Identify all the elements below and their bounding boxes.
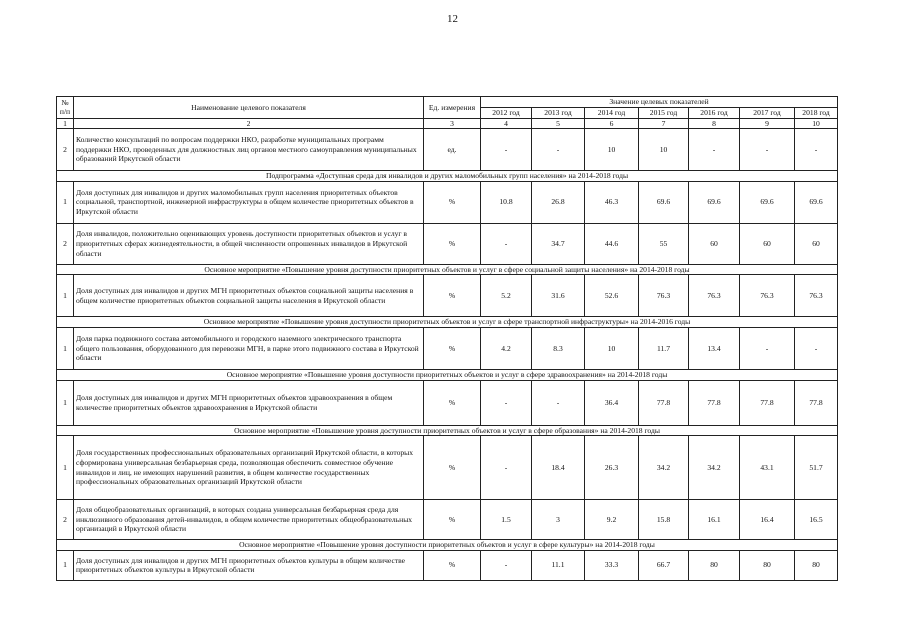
table-row: [57, 275, 838, 317]
column-number: 9: [740, 118, 795, 129]
value-cell: 55: [639, 223, 689, 264]
value-cell: 77.8: [639, 380, 689, 425]
header-num: № п/п: [57, 97, 74, 119]
value-cell: -: [532, 380, 585, 425]
unit-cell: ед.: [424, 129, 481, 171]
value-cell: -: [740, 129, 795, 171]
unit-cell: %: [424, 550, 481, 580]
unit-cell: %: [424, 275, 481, 317]
value-cell: -: [532, 129, 585, 171]
table-row: [57, 327, 838, 369]
value-cell: 43.1: [740, 436, 795, 500]
column-number: 5: [532, 118, 585, 129]
row-number: 1: [57, 181, 74, 223]
column-number: 7: [639, 118, 689, 129]
value-cell: 34.2: [639, 436, 689, 500]
value-cell: 60: [689, 223, 740, 264]
section-title: Основное мероприятие «Повышение уровня доступности приоритетных объектов и услуг в сфере транспортной инфраструктуры» на 2014-2016 годы: [57, 317, 838, 328]
table-body: [57, 129, 838, 581]
value-cell: 77.8: [795, 380, 838, 425]
column-number-row: [57, 118, 838, 129]
value-cell: 10: [585, 327, 639, 369]
value-cell: 36.4: [585, 380, 639, 425]
page-number: 12: [447, 13, 458, 25]
value-cell: 10: [585, 129, 639, 171]
value-cell: 26.3: [585, 436, 639, 500]
section-title: Основное мероприятие «Повышение уровня доступности приоритетных объектов и услуг в сфере культуры» на 2014-2018 годы: [57, 540, 838, 551]
value-cell: 31.6: [532, 275, 585, 317]
column-number: 10: [795, 118, 838, 129]
value-cell: 76.3: [740, 275, 795, 317]
section-row: [57, 425, 838, 436]
indicator-name: Количество консультаций по вопросам поддержки НКО, разработке муниципальных программ поддержки НКО, проведенных для должностных лиц органов местного самоуправления муниципальных образований Иркутской области: [74, 129, 424, 171]
unit-cell: %: [424, 380, 481, 425]
header-year: 2013 год: [532, 108, 585, 119]
value-cell: 11.7: [639, 327, 689, 369]
value-cell: 44.6: [585, 223, 639, 264]
header-values-group: Значение целевых показателей: [481, 97, 838, 108]
value-cell: 60: [740, 223, 795, 264]
header-year: 2018 год: [795, 108, 838, 119]
target-indicators-table: [56, 96, 838, 581]
value-cell: 16.5: [795, 500, 838, 540]
value-cell: -: [795, 129, 838, 171]
value-cell: 69.6: [795, 181, 838, 223]
row-number: 2: [57, 500, 74, 540]
header-year: 2015 год: [639, 108, 689, 119]
value-cell: 11.1: [532, 550, 585, 580]
value-cell: 69.6: [740, 181, 795, 223]
table-row: [57, 550, 838, 580]
column-number: 1: [57, 118, 74, 129]
unit-cell: %: [424, 436, 481, 500]
value-cell: 80: [795, 550, 838, 580]
value-cell: 4.2: [481, 327, 532, 369]
value-cell: -: [481, 129, 532, 171]
table-row: [57, 223, 838, 264]
value-cell: 60: [795, 223, 838, 264]
column-number: 6: [585, 118, 639, 129]
value-cell: -: [689, 129, 740, 171]
table-row: [57, 436, 838, 500]
value-cell: 51.7: [795, 436, 838, 500]
section-row: [57, 540, 838, 551]
section-row: [57, 264, 838, 275]
value-cell: 16.4: [740, 500, 795, 540]
indicator-name: Доля доступных для инвалидов и других МГН приоритетных объектов социальной защиты населения в общем количестве приоритетных объектов социальной защиты населения в Иркутской области: [74, 275, 424, 317]
section-title: Подпрограмма «Доступная среда для инвалидов и других маломобильных групп населения» на 2014-2018 годы: [57, 171, 838, 182]
indicator-name: Доля государственных профессиональных образовательных организаций Иркутской области, в которых сформирована универсальная безбарьерная среда, позволяющая обеспечить совместное обучение инвалидов и лиц, не имеющих нарушений развития, в общем количестве государственных профессиональных образовательных организаций Иркутской области: [74, 436, 424, 500]
header-row-1: [57, 97, 838, 108]
row-number: 1: [57, 380, 74, 425]
value-cell: 10: [639, 129, 689, 171]
indicator-name: Доля парка подвижного состава автомобильного и городского наземного электрического транспорта общего пользования, оборудованного для перевозки МГН, в парке этого подвижного состава в Иркутской области: [74, 327, 424, 369]
value-cell: -: [795, 327, 838, 369]
value-cell: 9.2: [585, 500, 639, 540]
value-cell: 34.2: [689, 436, 740, 500]
table-row: [57, 380, 838, 425]
unit-cell: %: [424, 223, 481, 264]
indicator-name: Доля общеобразовательных организаций, в которых создана универсальная безбарьерная среда для инклюзивного образования детей-инвалидов, в общем количестве приоритетных общеобразовательных организаций в Иркутской области: [74, 500, 424, 540]
unit-cell: %: [424, 181, 481, 223]
value-cell: -: [481, 380, 532, 425]
table-row: [57, 129, 838, 171]
value-cell: 77.8: [740, 380, 795, 425]
column-number: 2: [74, 118, 424, 129]
value-cell: 69.6: [689, 181, 740, 223]
value-cell: 76.3: [639, 275, 689, 317]
value-cell: 77.8: [689, 380, 740, 425]
header-year: 2017 год: [740, 108, 795, 119]
row-number: 1: [57, 550, 74, 580]
column-number: 3: [424, 118, 481, 129]
value-cell: 80: [740, 550, 795, 580]
indicator-name: Доля инвалидов, положительно оценивающих уровень доступности приоритетных объектов и услуг в приоритетных сферах жизнедеятельности, в общей численности опрошенных инвалидов в Иркутской области: [74, 223, 424, 264]
row-number: 1: [57, 275, 74, 317]
row-number: 2: [57, 129, 74, 171]
section-title: Основное мероприятие «Повышение уровня доступности приоритетных объектов и услуг в сфере здравоохранения» на 2014-2018 годы: [57, 369, 838, 380]
indicator-name: Доля доступных для инвалидов и других МГН приоритетных объектов культуры в общем количестве приоритетных объектов культуры в Иркутской области: [74, 550, 424, 580]
value-cell: 1.5: [481, 500, 532, 540]
value-cell: 10.8: [481, 181, 532, 223]
value-cell: 76.3: [689, 275, 740, 317]
value-cell: 46.3: [585, 181, 639, 223]
header-year: 2016 год: [689, 108, 740, 119]
value-cell: 26.8: [532, 181, 585, 223]
value-cell: 3: [532, 500, 585, 540]
value-cell: 13.4: [689, 327, 740, 369]
value-cell: 69.6: [639, 181, 689, 223]
value-cell: 52.6: [585, 275, 639, 317]
value-cell: 16.1: [689, 500, 740, 540]
row-number: 1: [57, 436, 74, 500]
value-cell: -: [481, 550, 532, 580]
row-number: 2: [57, 223, 74, 264]
header-year: 2014 год: [585, 108, 639, 119]
section-title: Основное мероприятие «Повышение уровня доступности приоритетных объектов и услуг в сфере социальной защиты населения» на 2014-2018 годы: [57, 264, 838, 275]
header-name: Наименование целевого показателя: [74, 97, 424, 119]
table-row: [57, 181, 838, 223]
value-cell: 66.7: [639, 550, 689, 580]
value-cell: 5.2: [481, 275, 532, 317]
value-cell: -: [481, 436, 532, 500]
row-number: 1: [57, 327, 74, 369]
value-cell: 8.3: [532, 327, 585, 369]
value-cell: 80: [689, 550, 740, 580]
value-cell: 18.4: [532, 436, 585, 500]
value-cell: 34.7: [532, 223, 585, 264]
value-cell: -: [740, 327, 795, 369]
section-row: [57, 171, 838, 182]
unit-cell: %: [424, 327, 481, 369]
unit-cell: %: [424, 500, 481, 540]
value-cell: 76.3: [795, 275, 838, 317]
section-row: [57, 317, 838, 328]
section-row: [57, 369, 838, 380]
value-cell: 33.3: [585, 550, 639, 580]
value-cell: -: [481, 223, 532, 264]
table-row: [57, 500, 838, 540]
header-year: 2012 год: [481, 108, 532, 119]
indicator-name: Доля доступных для инвалидов и других МГН приоритетных объектов здравоохранения в общем количестве приоритетных объектов здравоохранения в Иркутской области: [74, 380, 424, 425]
column-number: 4: [481, 118, 532, 129]
header-unit: Ед. измерения: [424, 97, 481, 119]
indicator-name: Доля доступных для инвалидов и других маломобильных групп населения приоритетных объектов социальной, транспортной, инженерной инфраструктуры в общем количестве приоритетных объектов в Иркутской области: [74, 181, 424, 223]
value-cell: 15.8: [639, 500, 689, 540]
column-number: 8: [689, 118, 740, 129]
section-title: Основное мероприятие «Повышение уровня доступности приоритетных объектов и услуг в сфере образования» на 2014-2018 годы: [57, 425, 838, 436]
